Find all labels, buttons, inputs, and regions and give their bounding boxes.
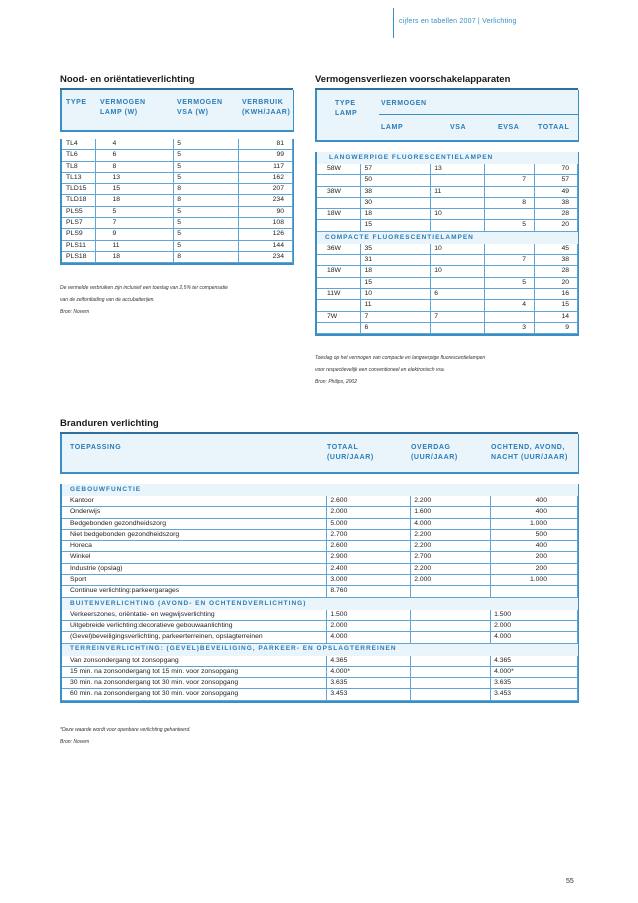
table-cell: 6 — [361, 322, 431, 333]
table-cell — [411, 656, 491, 667]
nood-body — [60, 139, 294, 265]
table-cell: 5 — [96, 206, 174, 217]
table-cell — [317, 220, 361, 231]
table-row — [62, 206, 293, 217]
table-row — [62, 195, 293, 206]
nood-col-verbruik: VERBRUIK (KWH/JAAR) — [242, 99, 291, 116]
table-row — [62, 541, 578, 552]
table-cell — [485, 244, 535, 255]
table-cell: 45 — [535, 244, 578, 255]
table-cell — [317, 322, 361, 333]
verm-col-evsa: EVSA — [498, 124, 520, 131]
table-cell: Uitgebreide verlichting:decoratieve gebouwaanlichting — [62, 620, 327, 631]
table-cell: 20 — [535, 277, 578, 288]
table-cell: 2.700 — [327, 529, 411, 540]
table-cell: 2.200 — [411, 563, 491, 574]
table-cell: Van zonsondergang tot zonsopgang — [62, 656, 327, 667]
table-cell: TL8 — [62, 161, 96, 172]
table-cell: 2.600 — [327, 541, 411, 552]
table-cell: 9 — [535, 322, 578, 333]
table-cell: 38W — [317, 186, 361, 197]
nood-col-verm-lamp: VERMOGEN LAMP (W) — [100, 99, 146, 116]
table-cell: 2.900 — [327, 552, 411, 563]
table-row — [62, 529, 578, 540]
table-row — [317, 186, 578, 197]
table-cell: 49 — [535, 186, 578, 197]
verm-col-type: TYPE LAMP — [335, 100, 358, 117]
table-cell — [317, 277, 361, 288]
table-cell: 14 — [535, 311, 578, 322]
table-row — [317, 266, 578, 277]
table-cell: 2.000 — [327, 620, 411, 631]
table-cell: 400 — [491, 507, 578, 518]
table-row — [62, 575, 578, 586]
table-row — [62, 161, 293, 172]
table-cell: 162 — [239, 172, 293, 183]
verm-col-totaal: TOTAAL — [538, 124, 570, 131]
table-cell: 70 — [535, 164, 578, 175]
table-cell: 38 — [361, 186, 431, 197]
nood-source: Bron: Novem — [60, 309, 90, 315]
table-cell: 4.000* — [491, 666, 578, 677]
table-cell: 18 — [96, 251, 174, 262]
table-row — [62, 184, 293, 195]
table-cell: 5 — [174, 172, 239, 183]
table-cell: 1.600 — [411, 507, 491, 518]
table-cell: Winkel — [62, 552, 327, 563]
table-cell — [317, 197, 361, 208]
table-row — [317, 311, 578, 322]
brand-col-overdag: OVERDAG (UUR/JAAR) — [411, 444, 458, 461]
nood-col-verm-vsa: VERMOGEN VSA (W) — [177, 99, 223, 116]
table-cell: 11 — [96, 240, 174, 251]
table-cell: 16 — [535, 288, 578, 299]
table-cell: 2.400 — [327, 563, 411, 574]
table-row — [317, 255, 578, 266]
table-cell: 1.500 — [491, 610, 578, 621]
table-cell: 1.000 — [491, 575, 578, 586]
table-cell: PLS11 — [62, 240, 96, 251]
table-cell: 2.600 — [327, 496, 411, 507]
table-cell: 3.453 — [327, 689, 411, 700]
table-cell: 5 — [174, 229, 239, 240]
table-cell: 35 — [361, 244, 431, 255]
table-row — [62, 610, 578, 621]
table-cell: 5 — [485, 277, 535, 288]
table-cell: 2.200 — [411, 496, 491, 507]
table-row — [62, 586, 578, 597]
table-cell — [411, 666, 491, 677]
table-cell: TLD15 — [62, 184, 96, 195]
table-cell: TLD18 — [62, 195, 96, 206]
table-cell: 2.000 — [411, 575, 491, 586]
nood-header — [60, 90, 294, 132]
table-cell: 15 — [361, 220, 431, 231]
table-row — [62, 666, 578, 677]
table-cell: 10 — [431, 266, 485, 277]
table-row — [317, 164, 578, 175]
table-cell: 5.000 — [327, 518, 411, 529]
header-divider — [393, 8, 394, 38]
table-cell — [431, 322, 485, 333]
verm-header — [315, 90, 579, 142]
nood-title: Nood- en oriëntatieverlichting — [60, 74, 195, 85]
verm-note-1: Toeslag op het vermogen van compacte en langwerpige fluorescentielampen — [315, 355, 486, 361]
table-row — [317, 300, 578, 311]
table-cell — [411, 632, 491, 643]
table-row — [62, 689, 578, 700]
brand-title: Branduren verlichting — [60, 418, 159, 429]
table-cell: (Gevel)beveiligingsverlichting, parkeerterreinen, opslagterreinen — [62, 632, 327, 643]
table-cell: 8 — [174, 195, 239, 206]
table-cell: 15 min. na zonsondergang tot 15 min. voor zonsopgang — [62, 666, 327, 677]
table-cell: 7W — [317, 311, 361, 322]
table-row — [62, 251, 293, 262]
table-cell: TL4 — [62, 139, 96, 150]
table-row — [317, 322, 578, 333]
table-cell — [485, 209, 535, 220]
table-row — [62, 240, 293, 251]
verm-title: Vermogensverliezen voorschakelapparaten — [315, 74, 511, 85]
table-cell: 13 — [431, 164, 485, 175]
table-cell: 15 — [96, 184, 174, 195]
brand-sub-gebouw: GEBOUWFUNCTIE — [70, 485, 142, 493]
table-cell — [485, 164, 535, 175]
table-cell — [491, 586, 578, 597]
table-cell: 20 — [535, 220, 578, 231]
table-cell: 144 — [239, 240, 293, 251]
table-cell: 18W — [317, 266, 361, 277]
table-cell: 5 — [174, 139, 239, 150]
verm-sub-langwerpig: LANGWERPIGE FLUORESCENTIELAMPEN — [329, 153, 494, 161]
table-cell — [411, 678, 491, 689]
table-row — [62, 139, 293, 150]
table-cell: Bedgebonden gezondheidszorg — [62, 518, 327, 529]
table-cell: 15 — [535, 300, 578, 311]
table-cell: Onderwijs — [62, 507, 327, 518]
table-cell: Verkeerszones, oriëntatie- en wegwijsverlichting — [62, 610, 327, 621]
table-cell: 5 — [174, 218, 239, 229]
table-cell — [431, 255, 485, 266]
table-cell: 2.700 — [411, 552, 491, 563]
table-cell: 7 — [485, 255, 535, 266]
table-cell: Kantoor — [62, 496, 327, 507]
table-cell: 5 — [174, 206, 239, 217]
table-cell: 4.000 — [491, 632, 578, 643]
table-row — [317, 244, 578, 255]
table-cell: 15 — [361, 277, 431, 288]
table-cell — [317, 255, 361, 266]
table-cell: 5 — [174, 161, 239, 172]
table-cell: 3.635 — [491, 678, 578, 689]
table-cell: 6 — [431, 288, 485, 299]
table-row — [62, 552, 578, 563]
table-cell: 108 — [239, 218, 293, 229]
table-row — [317, 209, 578, 220]
table-cell: 10 — [431, 209, 485, 220]
table-cell: 7 — [361, 311, 431, 322]
table-row — [62, 656, 578, 667]
table-cell — [411, 586, 491, 597]
table-cell: 207 — [239, 184, 293, 195]
table-cell: 4 — [96, 139, 174, 150]
brand-body — [60, 484, 579, 703]
table-cell: 234 — [239, 251, 293, 262]
table-cell — [431, 197, 485, 208]
table-cell — [411, 620, 491, 631]
table-cell: Continue verlichting:parkeergarages — [62, 586, 327, 597]
verm-sub-compact: COMPACTE FLUORESCENTIELAMPEN — [325, 233, 474, 241]
table-row — [62, 563, 578, 574]
table-row — [62, 229, 293, 240]
table-cell: 18 — [361, 209, 431, 220]
table-cell: 4.000* — [327, 666, 411, 677]
table-cell: 18 — [361, 266, 431, 277]
table-cell: 7 — [485, 175, 535, 186]
brand-sub-buiten: BUITENVERLICHTING (AVOND- EN OCHTENDVERLICHTING) — [70, 599, 307, 607]
table-cell: TL6 — [62, 150, 96, 161]
table-cell: 4.365 — [491, 656, 578, 667]
table-cell — [317, 300, 361, 311]
table-cell: 5 — [174, 240, 239, 251]
page-number: 55 — [566, 878, 574, 885]
nood-note-1: De vermelde verbruiken zijn inclusief een toeslag van 2,5% ter compensatie — [60, 285, 228, 291]
brand-col-toepassing: TOEPASSING — [70, 444, 122, 451]
table-cell: 38 — [535, 197, 578, 208]
table-cell: 2.000 — [491, 620, 578, 631]
table-cell: 1.000 — [491, 518, 578, 529]
table-cell: 50 — [361, 175, 431, 186]
table-cell: 28 — [535, 209, 578, 220]
table-cell: 10 — [431, 244, 485, 255]
brand-col-ochtend: OCHTEND, AVOND, NACHT (UUR/JAAR) — [491, 444, 568, 461]
table-cell: 8.760 — [327, 586, 411, 597]
verm-source: Bron: Philips, 2002 — [315, 379, 357, 385]
table-cell — [485, 266, 535, 277]
table-row — [62, 172, 293, 183]
table-cell — [411, 689, 491, 700]
table-row — [62, 496, 578, 507]
verm-col-vsa: VSA — [450, 124, 467, 131]
table-cell — [431, 220, 485, 231]
table-cell: 60 min. na zonsondergang tot 30 min. voor zonsopgang — [62, 689, 327, 700]
table-cell: 7 — [431, 311, 485, 322]
table-cell — [317, 175, 361, 186]
table-row — [62, 620, 578, 631]
table-cell: 4.365 — [327, 656, 411, 667]
nood-table — [62, 139, 293, 263]
table-row — [317, 175, 578, 186]
table-cell: 8 — [174, 251, 239, 262]
table-cell: 81 — [239, 139, 293, 150]
table-cell: 3.453 — [491, 689, 578, 700]
table-row — [62, 518, 578, 529]
table-cell: 234 — [239, 195, 293, 206]
table-cell: Horeca — [62, 541, 327, 552]
table-cell — [485, 311, 535, 322]
nood-col-type: TYPE — [66, 99, 87, 106]
table-cell: 57 — [361, 164, 431, 175]
table-cell: 57 — [535, 175, 578, 186]
table-cell: 30 min. na zonsondergang tot 30 min. voor zonsopgang — [62, 678, 327, 689]
brand-header — [60, 434, 579, 474]
table-cell: 2.200 — [411, 529, 491, 540]
table-cell — [431, 175, 485, 186]
table-cell: 11W — [317, 288, 361, 299]
table-cell: Niet bedgebonden gezondheidszorg — [62, 529, 327, 540]
table-cell: 200 — [491, 563, 578, 574]
table-cell: 18W — [317, 209, 361, 220]
table-cell: 36W — [317, 244, 361, 255]
table-cell: 5 — [174, 150, 239, 161]
table-cell: 28 — [535, 266, 578, 277]
table-cell: TL13 — [62, 172, 96, 183]
table-cell — [431, 277, 485, 288]
table-cell: 90 — [239, 206, 293, 217]
table-cell: 8 — [485, 197, 535, 208]
verm-body — [315, 152, 579, 336]
table-cell: 99 — [239, 150, 293, 161]
table-cell: 13 — [96, 172, 174, 183]
table-cell: 200 — [491, 552, 578, 563]
verm-col-lamp: LAMP — [381, 124, 404, 131]
nood-note-2: van de zelfontlading van de accubatterijen. — [60, 297, 155, 303]
table-cell: 3.635 — [327, 678, 411, 689]
table-cell — [485, 186, 535, 197]
table-cell — [485, 288, 535, 299]
verm-table — [317, 152, 578, 334]
table-cell: 30 — [361, 197, 431, 208]
table-cell — [411, 610, 491, 621]
table-cell: 126 — [239, 229, 293, 240]
verm-header-divider — [379, 114, 578, 115]
table-row — [317, 220, 578, 231]
brand-col-totaal: TOTAAL (UUR/JAAR) — [327, 444, 374, 461]
table-cell: PLS18 — [62, 251, 96, 262]
table-cell: 11 — [361, 300, 431, 311]
table-cell: 6 — [96, 150, 174, 161]
table-cell: 4 — [485, 300, 535, 311]
table-cell: Industrie (opslag) — [62, 563, 327, 574]
table-cell: 18 — [96, 195, 174, 206]
table-cell: 8 — [174, 184, 239, 195]
table-cell: 11 — [431, 186, 485, 197]
table-row — [62, 632, 578, 643]
table-row — [317, 197, 578, 208]
table-cell: 4.000 — [411, 518, 491, 529]
table-row — [317, 288, 578, 299]
table-cell: 7 — [96, 218, 174, 229]
table-cell: 400 — [491, 496, 578, 507]
table-cell — [431, 300, 485, 311]
verm-col-vermogen: VERMOGEN — [381, 100, 427, 107]
table-row — [62, 150, 293, 161]
brand-table — [62, 484, 578, 701]
table-cell: 5 — [485, 220, 535, 231]
running-header: cijfers en tabellen 2007 | Verlichting — [399, 18, 517, 25]
brand-source: Bron: Novem — [60, 739, 90, 745]
table-row — [62, 507, 578, 518]
table-cell: 8 — [96, 161, 174, 172]
table-row — [62, 218, 293, 229]
brand-sub-terrein: TERREINVERLICHTING: (GEVEL)BEVEILIGING, PARKEER- EN OPSLAGTERREINEN — [70, 645, 397, 653]
table-cell: 1.500 — [327, 610, 411, 621]
table-cell: 2.200 — [411, 541, 491, 552]
table-cell: 2.000 — [327, 507, 411, 518]
table-cell: 58W — [317, 164, 361, 175]
table-cell: 38 — [535, 255, 578, 266]
table-cell: PLS7 — [62, 218, 96, 229]
table-row — [317, 277, 578, 288]
verm-note-2: voor respectievelijk een conventioneel en elektronisch vsa. — [315, 367, 446, 373]
table-cell: PLS9 — [62, 229, 96, 240]
table-cell: 4.000 — [327, 632, 411, 643]
table-cell: 10 — [361, 288, 431, 299]
table-cell: 3.000 — [327, 575, 411, 586]
table-cell: 117 — [239, 161, 293, 172]
table-cell: 500 — [491, 529, 578, 540]
table-row — [62, 678, 578, 689]
table-cell: 400 — [491, 541, 578, 552]
brand-note: *Deze waarde wordt voor openbare verlichting gehanteerd. — [60, 727, 191, 733]
table-cell: 3 — [485, 322, 535, 333]
table-cell: 31 — [361, 255, 431, 266]
table-cell: 9 — [96, 229, 174, 240]
table-cell: Sport — [62, 575, 327, 586]
table-cell: PLS5 — [62, 206, 96, 217]
